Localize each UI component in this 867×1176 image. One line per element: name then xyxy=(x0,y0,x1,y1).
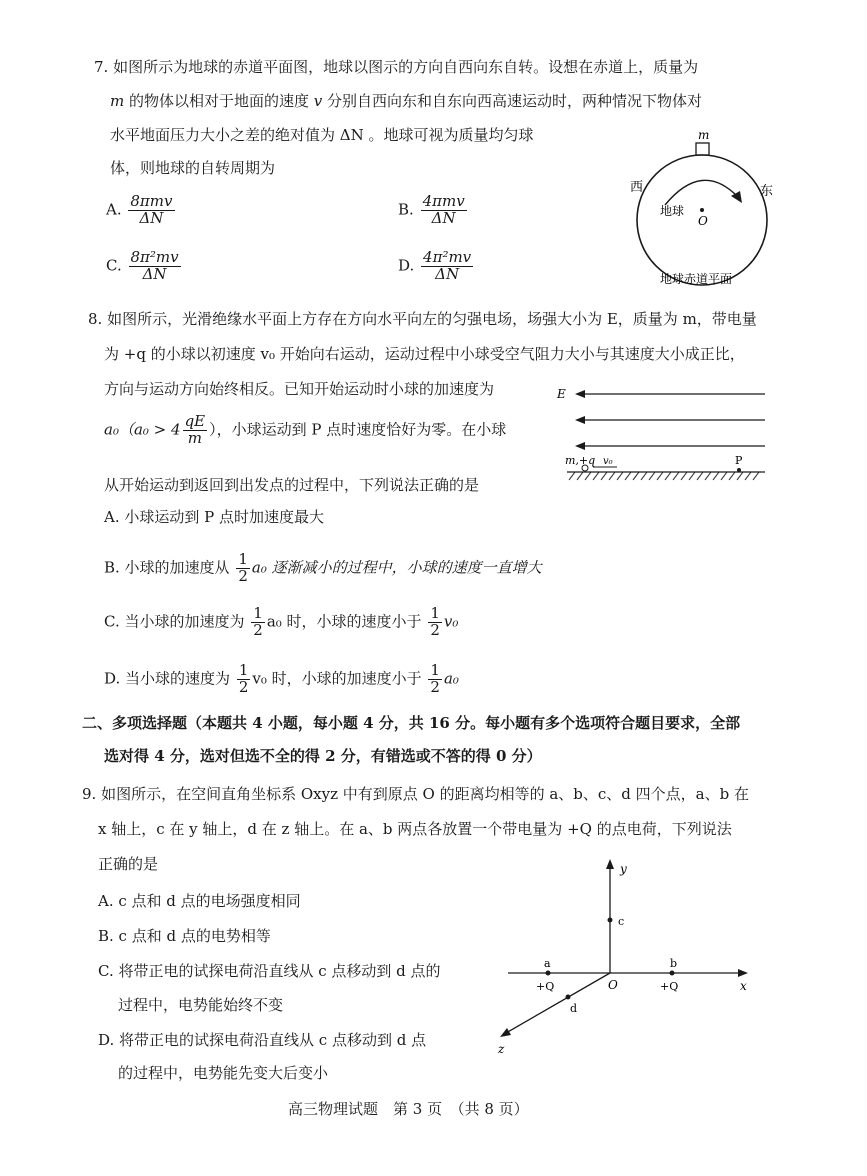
q7-center-label: O xyxy=(698,214,708,228)
q9-charge-b-label: +Q xyxy=(660,980,679,993)
q8-line5: 从开始运动到返回到出发点的过程中，下列说法正确的是 xyxy=(104,476,480,494)
q9-line3: 正确的是 xyxy=(98,855,159,873)
q9-z-arrow xyxy=(500,1028,511,1037)
q7-earth-label: 地球 xyxy=(660,204,685,218)
q9-point-b xyxy=(670,971,675,976)
q8-option-d-half-2: $\frac{1}{2}$ xyxy=(430,661,440,696)
q9-point-d xyxy=(566,995,571,1000)
q7-option-b xyxy=(398,194,469,227)
q8-option-c-half-2: $\frac{1}{2}$ xyxy=(430,604,440,639)
q7-center-dot xyxy=(700,208,704,212)
section2-heading-line1: 二、多项选择题（本题共 4 小题，每小题 4 分，共 16 分。每小题有多个选项符合题目要求，全部 xyxy=(82,714,741,732)
q8-ground-hatch xyxy=(569,472,759,480)
q8-option-c-half-1: $\frac{1}{2}$ xyxy=(253,604,263,639)
q7-option-b-fraction: $\frac{\text{4πmv}}{\Delta N}$ xyxy=(422,192,465,227)
q7-option-d-fraction: $\frac{\text{4π²mv}}{\Delta N}$ xyxy=(423,248,472,283)
q7-option-a xyxy=(106,194,177,227)
q7-option-c xyxy=(106,250,183,283)
section2-heading-line2: 选对得 4 分，选对但选不全的得 2 分，有错选或不答的得 0 分） xyxy=(104,747,542,765)
q8-line2: 为 +q 的小球以初速度 v₀ 开始向右运动，运动过程中小球受空气阻力大小与其速度大小成正比， xyxy=(104,345,745,363)
q8-line4 xyxy=(104,414,506,447)
q7-earth-figure xyxy=(620,125,800,295)
q8-line3: 方向与运动方向始终相反。已知开始运动时小球的加速度为 xyxy=(104,380,495,398)
q7-line2 xyxy=(110,90,702,111)
q8-option-c-mid: a₀ 时，小球的速度小于 xyxy=(266,612,422,631)
q8-field-arrow-1 xyxy=(575,390,585,398)
q8-option-c-pre: C. 当小球的加速度为 xyxy=(104,612,245,631)
q8-option-c xyxy=(104,606,458,639)
q8-velocity-label: v₀ xyxy=(603,456,613,467)
q8-field-figure xyxy=(555,378,770,488)
q8-line4-post: ），小球运动到 P 点时速度恰好为零。在小球 xyxy=(209,420,507,439)
q9-option-c-line1: C. 将带正电的试探电荷沿直线从 c 点移动到 d 点的 xyxy=(98,962,441,980)
q7-option-a-label: A. xyxy=(106,200,122,219)
q7-figure-caption: 地球赤道平面 xyxy=(660,272,733,286)
q8-option-d-pre: D. 当小球的速度为 xyxy=(104,669,231,688)
q7-east-label: 东 xyxy=(760,184,774,199)
q9-option-a: A. c 点和 d 点的电场强度相同 xyxy=(98,892,301,910)
q7-option-a-fraction: $\frac{\text{8πmv}}{\Delta N}$ xyxy=(130,192,173,227)
q8-ball-label: m,+q xyxy=(565,454,596,467)
q7-line3: 水平地面压力大小之差的绝对值为 ΔN 。地球可视为质量均匀球 xyxy=(110,126,534,144)
q8-field-arrow-3 xyxy=(575,442,585,450)
q8-option-a: A. 小球运动到 P 点时加速度最大 xyxy=(104,508,324,526)
q7-mass-block xyxy=(696,143,709,155)
q7-option-c-fraction: $\frac{\text{8π²mv}}{\Delta N}$ xyxy=(130,248,179,283)
q7-line2-post: 分别自西向东和自东向西高速运动时，两种情况下物体对 xyxy=(322,92,703,110)
q9-x-arrow xyxy=(738,969,748,977)
q8-line4-pre: a₀（a₀ > 4 xyxy=(104,420,181,439)
q9-option-d-line2: 的过程中，电势能先变大后变小 xyxy=(118,1064,329,1082)
q9-point-c xyxy=(608,918,613,923)
q8-option-b-post: a₀ 逐渐减小的过程中，小球的速度一直增大 xyxy=(251,558,542,577)
q8-option-b-pre: B. 小球的加速度从 xyxy=(104,558,230,577)
q9-option-b: B. c 点和 d 点的电势相等 xyxy=(98,927,271,945)
q9-point-b-label: b xyxy=(670,957,678,970)
q8-field-label: E xyxy=(557,387,566,401)
q9-y-arrow xyxy=(606,859,614,869)
page-footer: 高三物理试题 第 3 页 （共 8 页） xyxy=(288,1100,529,1118)
q8-line1: 8. 如图所示，光滑绝缘水平面上方存在方向水平向左的匀强电场，场强大小为 E，质量为 m，带电量 xyxy=(88,310,757,328)
q8-option-d-half-1: $\frac{1}{2}$ xyxy=(238,661,249,696)
q9-origin-label: O xyxy=(608,978,618,992)
q9-charge-a-label: +Q xyxy=(536,980,555,993)
q7-line4: 体，则地球的自转周期为 xyxy=(110,159,276,177)
q7-velocity-symbol: v xyxy=(313,92,323,110)
q9-option-c-line2: 过程中，电势能始终不变 xyxy=(118,996,284,1014)
q9-z-label: z xyxy=(498,1042,505,1055)
q9-point-d-label: d xyxy=(570,1002,578,1015)
q7-west-label: 西 xyxy=(630,180,644,195)
q9-coordinate-figure xyxy=(490,855,760,1055)
q8-option-d-post: a₀ xyxy=(443,669,459,688)
q7-mass-label: m xyxy=(698,128,710,142)
q9-option-d-line1: D. 将带正电的试探电荷沿直线从 c 点移动到 d 点 xyxy=(98,1031,427,1049)
q9-point-a-label: a xyxy=(544,957,551,970)
q8-qe-over-m: $\frac{qE}{m}$ xyxy=(184,412,206,447)
q9-point-c-label: c xyxy=(618,915,625,928)
q7-line1: 7. 如图所示为地球的赤道平面图，地球以图示的方向自西向东自转。设想在赤道上，质量为 xyxy=(94,58,699,76)
q7-mass-symbol: m xyxy=(110,92,125,110)
q9-line1: 9. 如图所示，在空间直角坐标系 Oxyz 中有到原点 O 的距离均相等的 a、b、c、d 四个点，a、b 在 xyxy=(82,785,749,803)
q9-point-a xyxy=(546,971,551,976)
q8-option-c-post: v₀ xyxy=(443,612,459,631)
q7-line2-mid: 的物体以相对于地面的速度 xyxy=(124,92,314,110)
q8-point-label: P xyxy=(735,454,743,467)
q8-option-d xyxy=(104,663,459,696)
q9-z-axis xyxy=(506,973,610,1033)
q9-line2: x 轴上，c 在 y 轴上，d 在 z 轴上。在 a、b 两点各放置一个带电量为 +Q 的点电荷，下列说法 xyxy=(98,820,732,838)
q7-option-b-label: B. xyxy=(398,200,414,219)
q9-y-label: y xyxy=(620,862,627,876)
q8-option-b-half: $\frac{1}{2}$ xyxy=(238,550,248,585)
q7-option-d xyxy=(398,250,475,283)
q7-option-c-label: C. xyxy=(106,256,122,275)
q8-field-arrow-2 xyxy=(575,416,585,424)
q9-x-label: x xyxy=(740,979,747,993)
q7-rotation-arrow xyxy=(665,180,738,205)
q8-option-d-mid: v₀ 时，小球的加速度小于 xyxy=(252,669,422,688)
q8-option-b xyxy=(104,552,542,585)
q7-option-d-label: D. xyxy=(398,256,415,275)
